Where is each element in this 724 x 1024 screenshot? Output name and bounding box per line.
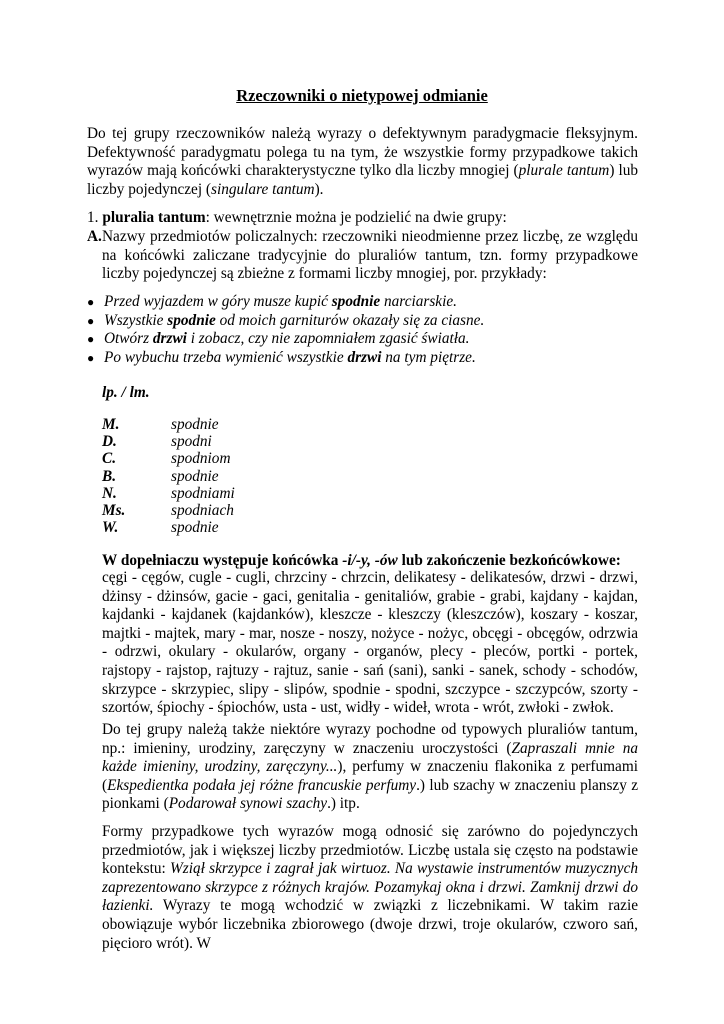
- paragraph-example: Zapraszali mnie na każde imieniny, urodziny, zaręczyny...: [102, 739, 639, 776]
- example-text: od moich garniturów okazały się za ciasne.: [215, 311, 485, 329]
- paragraph-example: Wziął skrzypce i zagrał jak wirtuoz. Na wystawie instrumentów muzycznych zaprezentowano skrzypce z różnych krajów. Pozamykaj okna i drzwi. Zamknij drzwi do łazienki.: [102, 860, 639, 915]
- paragraph-text: Wyrazy te mogą wchodzić w związki z liczebnikami. W takim razie obowiązuje wybór liczebnika zbiorowego (dwoje drzwi, troje okularów, czworo sań, pięcioro wrót). W: [102, 897, 638, 952]
- list-item: [87, 330, 638, 349]
- intro-text-1: Do tej grupy rzeczowników należą wyrazy o defektywnym paradygmacie fleksyjnym. Defektywność paradygmatu polega tu na tym, że wszystkie formy przypadkowe takich wyrazów mają końcówki charakterystyczne tylko dla liczby mnogiej (: [87, 125, 638, 180]
- genitive-heading-text: W dopełniaczu występuje końcówka: [102, 552, 343, 569]
- paragraph-text: .) itp.: [327, 795, 360, 813]
- intro-paragraph: [87, 125, 638, 199]
- case-form: spodniami: [171, 484, 235, 502]
- paragraph-example: Ekspedientka podała jej różne francuskie perfumy: [107, 776, 417, 794]
- example-keyword: drzwi: [347, 348, 382, 366]
- section-a-letter: A.: [87, 228, 102, 245]
- intro-text-3: ).: [314, 180, 324, 198]
- declension-table: [102, 416, 402, 536]
- example-keyword: drzwi: [152, 330, 187, 348]
- section-1-number: 1.: [87, 209, 99, 226]
- example-keyword: spodnie: [331, 293, 381, 310]
- intro-text-2: ) lub liczby pojedynczej (: [87, 162, 639, 198]
- example-text: narciarskie.: [380, 293, 457, 310]
- table-row: [102, 485, 402, 502]
- paragraph-text: Formy przypadkowe tych wyrazów mogą odnosić się zarówno do pojedynczych przedmiotów, jak i większej liczby przedmiotów. Liczbę ustala się często na podstawie kontekstu:: [102, 823, 638, 878]
- list-item: [87, 349, 638, 368]
- section-1-heading: [87, 209, 638, 228]
- case-form: spodnie: [171, 467, 219, 485]
- example-text: Otwórz: [104, 330, 153, 348]
- example-text: Przed wyjazdem w góry musze kupić: [104, 293, 332, 310]
- bullet-icon: ●: [87, 332, 95, 347]
- case-form: spodni: [171, 433, 212, 451]
- case-label: D.: [102, 433, 117, 451]
- genitive-heading: [102, 552, 638, 571]
- list-item: [87, 293, 638, 312]
- derived-words-paragraph: [102, 721, 638, 814]
- table-row: [102, 433, 402, 450]
- example-text: na tym piętrze.: [381, 348, 476, 366]
- example-text: i zobacz, czy nie zapomniałem zgasić światła.: [186, 330, 470, 348]
- list-item: [87, 312, 638, 331]
- case-label: W.: [102, 519, 119, 537]
- case-form: spodnie: [171, 416, 219, 433]
- example-text: Wszystkie: [104, 311, 168, 329]
- bullet-icon: ●: [87, 295, 95, 309]
- case-form: spodniom: [171, 450, 231, 468]
- genitive-heading-text: lub zakończenie bezkońcówkowe:: [397, 552, 621, 569]
- section-1-rest: : wewnętrznie można je podzielić na dwie grupy:: [205, 209, 507, 226]
- case-label: C.: [102, 450, 117, 468]
- table-row: [102, 519, 402, 536]
- page-title: Rzeczowniki o nietypowej odmianie: [236, 86, 488, 105]
- intro-term-singulare: singulare tantum: [211, 180, 315, 198]
- table-row: [102, 450, 402, 467]
- case-label: N.: [102, 484, 117, 502]
- example-keyword: spodnie: [167, 311, 216, 329]
- case-label: M.: [102, 416, 120, 433]
- genitive-endings: -i/-y, -ów: [342, 552, 398, 569]
- example-sentences-list: [87, 293, 638, 367]
- table-row: [102, 502, 402, 519]
- case-label: Ms.: [102, 501, 126, 519]
- intro-term-plurale: plurale tantum: [518, 162, 610, 180]
- bullet-icon: ●: [87, 350, 95, 365]
- table-row: [102, 468, 402, 485]
- bullet-icon: ●: [87, 313, 95, 328]
- example-text: Po wybuchu trzeba wymienić wszystkie: [104, 348, 348, 366]
- section-1-term: pluralia tantum: [102, 209, 206, 226]
- paragraph-text: Do tej grupy należą także niektóre wyrazy pochodne od typowych pluraliów tantum, np.: imieniny, urodziny, zaręczyny w znaczeniu uroczystości (: [102, 721, 638, 757]
- paragraph-text: ), perfumy w znaczeniu flakonika z perfumami (: [102, 758, 638, 794]
- number-label: lp. / lm.: [102, 384, 150, 401]
- paragraph-example: Podarował synowi szachy: [168, 795, 328, 813]
- table-row: [102, 416, 402, 433]
- genitive-word-list: cęgi - cęgów, cugle - cugli, chrzciny - chrzcin, delikatesy - delikatesów, drzwi - drzwi, dżinsy - dżinsów, gacie - gaci, genitalia - genitaliów, grabie - grabi, kajdany - kajdan, kajdanki - kajdanek (kajdanków), kleszcze - kleszczy (kleszczów), koszary - koszar, majtki - majtek, mary - mar, nosze - noszy, nożyce - nożyc, obcęgi - obcęgów, odrzwia - odrzwi, okulary - okularów, organy - organów, plecy - pleców, portki - portek, rajstopy - rajstop, rajtuzy - rajtuz, sanie - sań (sani), sanki - sanek, schody - schodów, skrzypce - skrzypiec, slipy - slipów, spodnie - spodni, szczypce - szczypców, szorty - szortów, śpiochy - śpiochów, usta - ust, widły - wideł, wrota - wrót, zwłoki - zwłok.: [102, 569, 638, 717]
- case-form: spodniach: [171, 501, 234, 519]
- case-forms-paragraph: [102, 823, 638, 953]
- case-form: spodnie: [171, 519, 219, 537]
- case-label: B.: [102, 467, 117, 485]
- paragraph-text: .) lub szachy w znaczeniu planszy z pionkami (: [102, 776, 638, 813]
- section-a-text: Nazwy przedmiotów policzalnych: rzeczowniki nieodmienne przez liczbę, ze względu na końcówki zaliczane tradycyjnie do pluraliów tantum, tzn. formy przypadkowe liczby pojedynczej są zbieżne z formami liczby mnogiej, por. przykłady:: [102, 228, 638, 283]
